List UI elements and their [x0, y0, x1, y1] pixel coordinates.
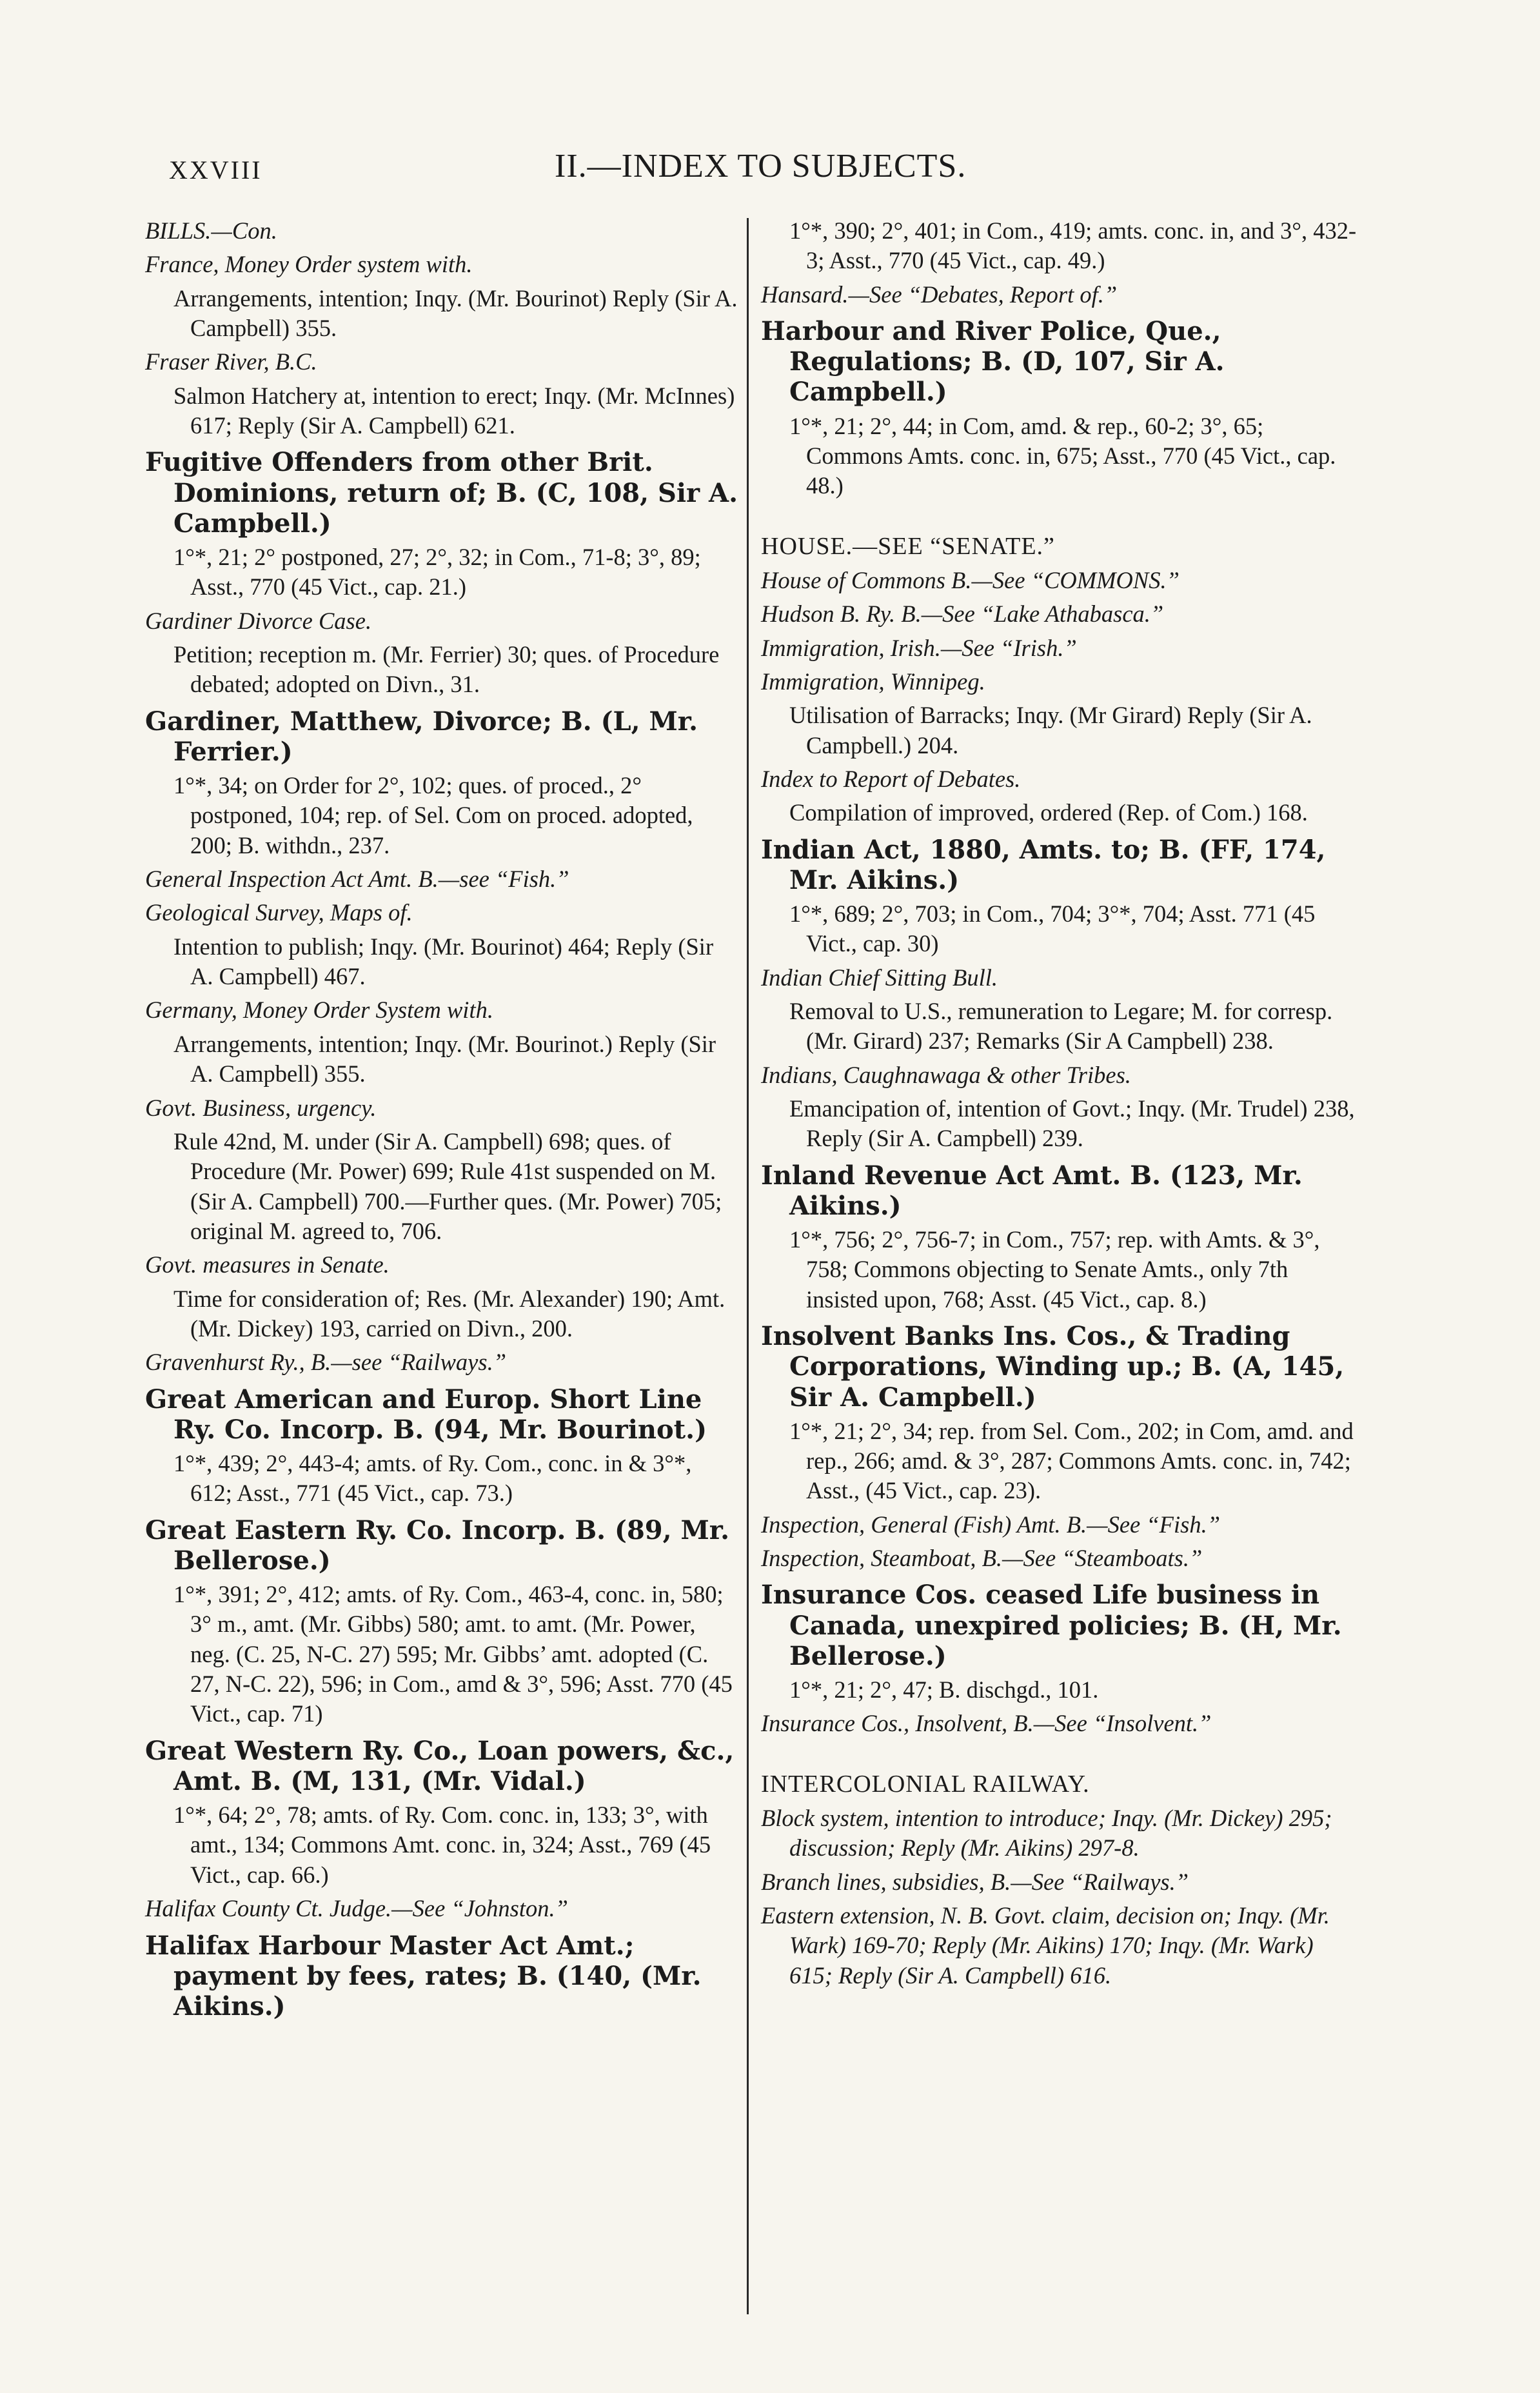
index-subject: Eastern extension, N. B. Govt. claim, decision on; Inqy. (Mr. Wark) 169-70; Reply (Mr. Aikins) 170; Inqy. (Mr. Wark) 615; Reply (Sir A. Campbell) 616. [761, 1901, 1330, 1989]
index-detail: 1°*, 391; 2°, 412; amts. of Ry. Com., 463-4, conc. in, 580; 3° m., amt. (Mr. Gibbs) 580; amt. to amt. (Mr. Power, neg. (C. 25, N-C. 27) 595; Mr. Gibbs’ amt. adopted (C. 27, N-C. 22), 596; in Com., amd & 3°, 596; Asst. 770 (45 Vict., cap. 71) [173, 1581, 733, 1727]
index-heading-bold: Inland Revenue Act Amt. B. (123, Mr. Aikins.) [761, 1160, 1303, 1221]
index-detail: 1°*, 21; 2°, 44; in Com, amd. & rep., 60-2; 3°, 65; Commons Amts. conc. in, 675; Asst., 770 (45 Vict., cap. 48.) [789, 412, 1336, 499]
index-heading-bold: Great American and Europ. Short Line Ry. Co. Incorp. B. (94, Mr. Bourinot.) [145, 1384, 707, 1445]
index-detail: 1°*, 64; 2°, 78; amts. of Ry. Com. conc. in, 133; 3°, with amt., 134; Commons Amt. conc. in, 324; Asst., 769 (45 Vict., cap. 66.) [173, 1802, 711, 1888]
index-heading-bold: Insolvent Banks Ins. Cos., & Trading Corporations, Winding up.; B. (A, 145, Sir A. Campbell.) [761, 1321, 1345, 1413]
index-detail: Intention to publish; Inqy. (Mr. Bourinot) 464; Reply (Sir A. Campbell) 467. [173, 933, 714, 990]
index-heading-bold: Fugitive Offenders from other Brit. Dominions, return of; B. (C, 108, Sir A. Campbell.) [145, 447, 738, 539]
index-column-right [761, 216, 1357, 1994]
index-subject: Fraser River, B.C. [145, 348, 317, 375]
index-heading-bold: Harbour and River Police, Que., Regulations; B. (D, 107, Sir A. Campbell.) [761, 316, 1225, 408]
index-detail: 1°*, 439; 2°, 443-4; amts. of Ry. Com., conc. in & 3°*, 612; Asst., 771 (45 Vict., cap. 73.) [173, 1449, 692, 1507]
index-heading-bold: Indian Act, 1880, Amts. to; B. (FF, 174, Mr. Aikins.) [761, 834, 1326, 895]
index-detail: 1°*, 689; 2°, 703; in Com., 704; 3°*, 704; Asst. 771 (45 Vict., cap. 30) [789, 900, 1316, 957]
index-detail: Compilation of improved, ordered (Rep. of Com.) 168. [789, 799, 1308, 826]
index-subject: Indians, Caughnawaga & other Tribes. [761, 1061, 1131, 1088]
index-detail: Removal to U.S., remuneration to Legare; M. for corresp. (Mr. Girard) 237; Remarks (Sir A Campbell) 238. [789, 998, 1333, 1055]
index-detail: 1°*, 34; on Order for 2°, 102; ques. of proced., 2° postponed, 104; rep. of Sel. Com on proced. adopted, 200; B. withdn., 237. [173, 772, 693, 859]
index-detail: 1°*, 21; 2° postponed, 27; 2°, 32; in Com., 71-8; 3°, 89; Asst., 770 (45 Vict., cap. 21.) [173, 543, 701, 601]
index-subject: Indian Chief Sitting Bull. [761, 964, 998, 991]
index-subject: Govt. Business, urgency. [145, 1094, 377, 1121]
index-subject: Branch lines, subsidies, B.—See “Railways.” [761, 1868, 1189, 1895]
index-subject: Hudson B. Ry. B.—See “Lake Athabasca.” [761, 601, 1164, 628]
index-subject: Immigration, Winnipeg. [761, 668, 985, 695]
index-heading-bold: Great Western Ry. Co., Loan powers, &c., Amt. B. (M, 131, (Mr. Vidal.) [145, 1735, 735, 1796]
index-subject: Germany, Money Order System with. [145, 997, 493, 1024]
index-subject: Index to Report of Debates. [761, 765, 1021, 792]
index-detail: Salmon Hatchery at, intention to erect; Inqy. (Mr. McInnes) 617; Reply (Sir A. Campbell) 621. [173, 382, 735, 439]
index-detail: Time for consideration of; Res. (Mr. Alexander) 190; Amt. (Mr. Dickey) 193, carried on Divn., 200. [173, 1285, 726, 1342]
index-heading-bold: Great Eastern Ry. Co. Incorp. B. (89, Mr. Bellerose.) [145, 1514, 730, 1576]
page-title: II.—INDEX TO SUBJECTS. [555, 148, 967, 184]
index-subject: House of Commons B.—See “COMMONS.” [761, 566, 1180, 593]
index-subject: Immigration, Irish.—See “Irish.” [761, 634, 1077, 661]
index-subject: Inspection, Steamboat, B.—See “Steamboats.” [761, 1545, 1203, 1572]
index-detail: Arrangements, intention; Inqy. (Mr. Bourinot) Reply (Sir A. Campbell) 355. [173, 284, 738, 342]
index-subject: France, Money Order system with. [145, 251, 473, 278]
index-section-heading: INTERCOLONIAL RAILWAY. [761, 1770, 1090, 1798]
index-detail: Utilisation of Barracks; Inqy. (Mr Girard) Reply (Sir A. Campbell.) 204. [789, 702, 1312, 759]
index-subject: Gravenhurst Ry., B.—see “Railways.” [145, 1349, 506, 1376]
index-subject: Gardiner Divorce Case. [145, 607, 372, 634]
index-subject: BILLS.—Con. [145, 217, 277, 244]
index-subject: Geological Survey, Maps of. [145, 899, 413, 926]
index-detail: Arrangements, intention; Inqy. (Mr. Bourinot.) Reply (Sir A. Campbell) 355. [173, 1030, 716, 1087]
index-subject: Block system, intention to introduce; Inqy. (Mr. Dickey) 295; discussion; Reply (Mr. Aikins) 297-8. [761, 1804, 1332, 1862]
index-detail: 1°*, 21; 2°, 34; rep. from Sel. Com., 202; in Com, amd. and rep., 266; amd. & 3°, 287; Commons Amts. conc. in, 742; Asst., (45 Vict., cap. 23). [789, 1417, 1354, 1504]
index-subject: Hansard.—See “Debates, Report of.” [761, 281, 1118, 308]
index-heading-bold: Gardiner, Matthew, Divorce; B. (L, Mr. Ferrier.) [145, 706, 698, 767]
index-detail: 1°*, 390; 2°, 401; in Com., 419; amts. conc. in, and 3°, 432-3; Asst., 770 (45 Vict., cap. 49.) [789, 217, 1357, 274]
index-heading-bold: Insurance Cos. ceased Life business in Canada, unexpired policies; B. (H, Mr. Bellerose.) [761, 1580, 1342, 1671]
index-heading-bold: Halifax Harbour Master Act Amt.; payment by fees, rates; B. (140, (Mr. Aikins.) [145, 1930, 702, 2021]
index-detail: Rule 42nd, M. under (Sir A. Campbell) 698; ques. of Procedure (Mr. Power) 699; Rule 41st suspended on M. (Sir A. Campbell) 700.—Further ques. (Mr. Power) 705; original M. agreed to, 706. [173, 1127, 722, 1244]
index-detail: 1°*, 756; 2°, 756-7; in Com., 757; rep. with Amts. & 3°, 758; Commons objecting to Senate Amts., only 7th insisted upon, 768; Asst. (45 Vict., cap. 8.) [789, 1226, 1320, 1313]
index-section-heading: HOUSE.—SEE “SENATE.” [761, 532, 1055, 560]
index-detail: Petition; reception m. (Mr. Ferrier) 30; ques. of Procedure debated; adopted on Divn., 31. [173, 641, 720, 698]
index-subject: General Inspection Act Amt. B.—see “Fish.” [145, 866, 569, 893]
column-divider [747, 218, 749, 2314]
index-detail: 1°*, 21; 2°, 47; B. dischgd., 101. [789, 1676, 1099, 1703]
page-number: XXVIII [169, 155, 262, 184]
index-subject: Halifax County Ct. Judge.—See “Johnston.” [145, 1895, 568, 1922]
index-subject: Insurance Cos., Insolvent, B.—See “Insolvent.” [761, 1710, 1212, 1737]
index-column-left [145, 216, 738, 2025]
index-subject: Inspection, General (Fish) Amt. B.—See “Fish.” [761, 1511, 1220, 1538]
index-detail: Emancipation of, intention of Govt.; Inqy. (Mr. Trudel) 238, Reply (Sir A. Campbell) 239. [789, 1095, 1355, 1152]
index-subject: Govt. measures in Senate. [145, 1251, 390, 1278]
